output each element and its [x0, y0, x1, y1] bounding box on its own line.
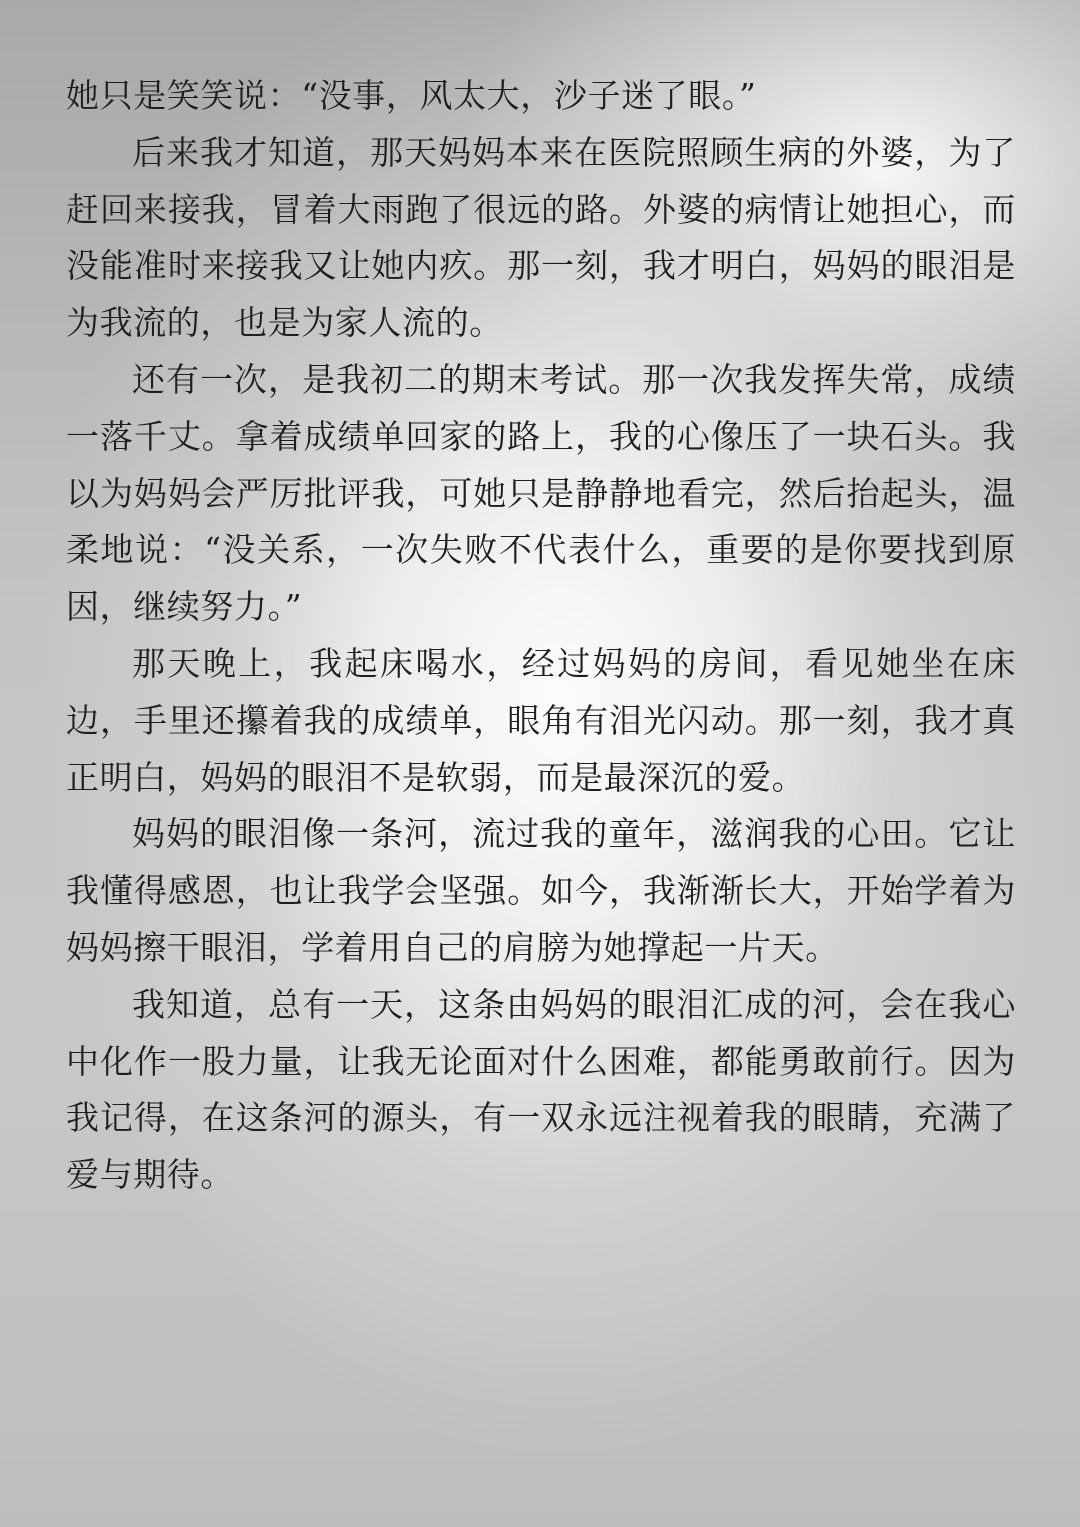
paragraph-4: 那天晚上，我起床喝水，经过妈妈的房间，看见她坐在床边，手里还攥着我的成绩单，眼角有泪光闪动。那一刻，我才真正明白，妈妈的眼泪不是软弱，而是最深沉的爱。 — [66, 643, 1016, 797]
paragraph-3: 还有一次，是我初二的期末考试。那一次我发挥失常，成绩一落千丈。拿着成绩单回家的路上，我的心像压了一块石头。我以为妈妈会严厉批评我，可她只是静静地看完，然后抬起头，温柔地说：“没关系，一次失败不代表什么，重要的是你要找到原因，继续努力。” — [66, 359, 1016, 627]
paragraph-6: 我知道，总有一天，这条由妈妈的眼泪汇成的河，会在我心中化作一股力量，让我无论面对什么困难，都能勇敢前行。因为我记得，在这条河的源头，有一双永远注视着我的眼睛，充满了爱与期待。 — [66, 984, 1016, 1195]
paragraph-2: 后来我才知道，那天妈妈本来在医院照顾生病的外婆，为了赶回来接我，冒着大雨跑了很远的路。外婆的病情让她担心，而没能准时来接我又让她内疚。那一刻，我才明白，妈妈的眼泪是为我流的，也是为家人流的。 — [66, 132, 1016, 343]
paragraph-5: 妈妈的眼泪像一条河，流过我的童年，滋润我的心田。它让我懂得感恩，也让我学会坚强。如今，我渐渐长大，开始学着为妈妈擦干眼泪，学着用自己的肩膀为她撑起一片天。 — [66, 814, 1016, 967]
paragraph-1: 她只是笑笑说：“没事，风太大，沙子迷了眼。” — [66, 76, 757, 115]
essay-page — [66, 68, 1016, 1204]
